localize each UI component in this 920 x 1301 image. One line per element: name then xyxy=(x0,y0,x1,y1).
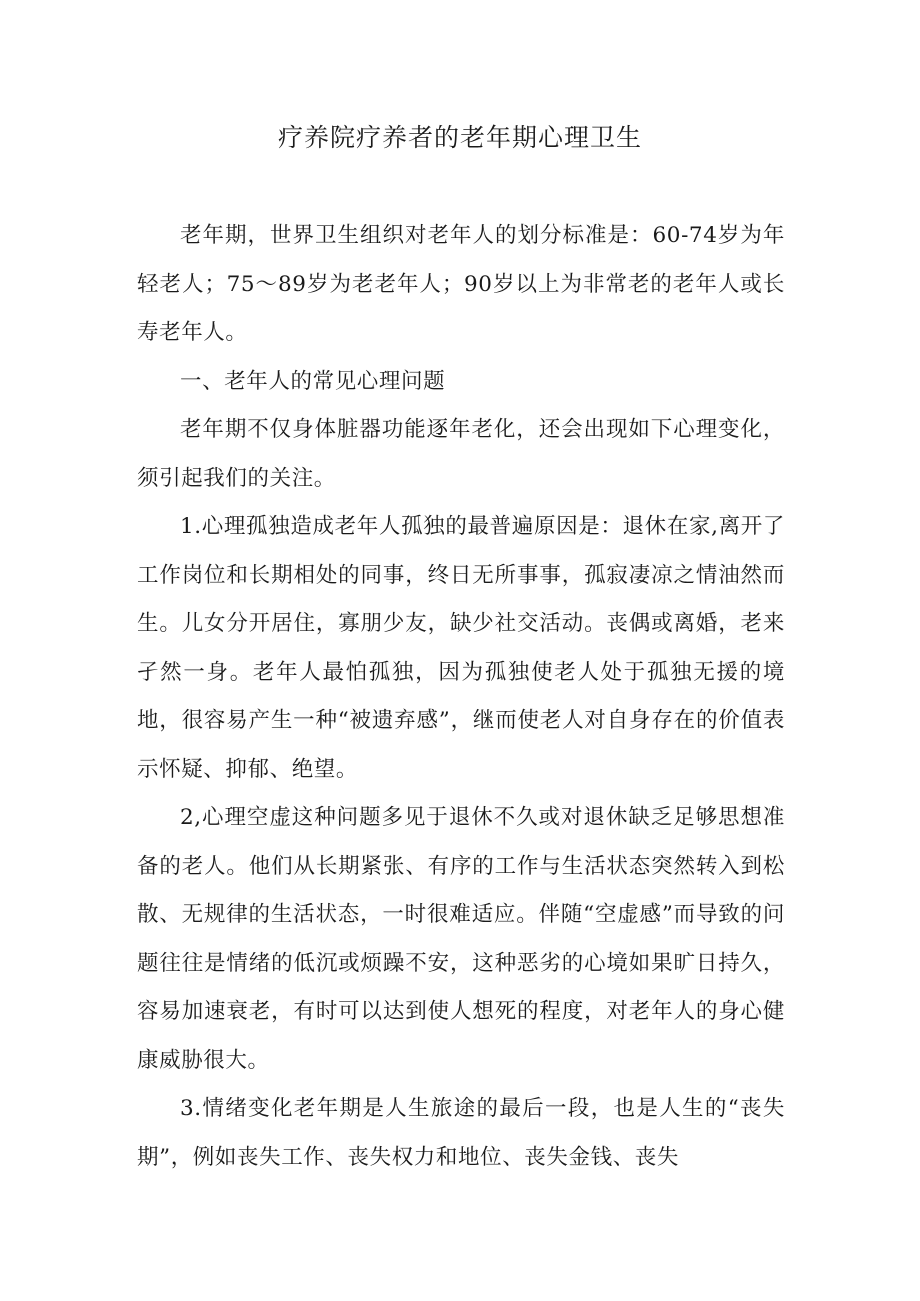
section-heading: 一、老年人的常见心理问题 xyxy=(180,368,446,394)
document-title: 疗养院疗养者的老年期心理卫生 xyxy=(277,123,642,152)
paragraph-loneliness: 1.心理孤独造成老年人孤独的最普遍原因是：退休在家,离开了工作岗位和长期相处的同事，终日无所事事，孤寂凄凉之情油然而生。儿女分开居住，寡朋少友，缺少社交活动。丧偶或离婚，老来孑然一身。老年人最怕孤独，因为孤独使老人处于孤独无援的境地，很容易产生一种“被遗弃感”，继而使老人对自身存在的价值表示怀疑、抑郁、绝望。 xyxy=(137,514,785,782)
paragraph-emotional-change: 3.情绪变化老年期是人生旅途的最后一段，也是人生的“丧失期”，例如丧失工作、丧失权力和地位、丧失金钱、丧失 xyxy=(137,1096,785,1170)
paragraph-intro: 老年期不仅身体脏器功能逐年老化，还会出现如下心理变化，须引起我们的关注。 xyxy=(137,417,785,491)
document-body xyxy=(137,212,785,1182)
paragraph-age-definition: 老年期，世界卫生组织对老年人的划分标准是：60-74岁为年轻老人；75～89岁为老老年人；90岁以上为非常老的老年人或长寿老年人。 xyxy=(137,223,785,345)
paragraph-emptiness: 2,心理空虚这种问题多见于退休不久或对退休缺乏足够思想准备的老人。他们从长期紧张、有序的工作与生活状态突然转入到松散、无规律的生活状态，一时很难适应。伴随“空虚感”而导致的问题往往是情绪的低沉或烦躁不安，这种恶劣的心境如果旷日持久，容易加速衰老，有时可以达到使人想死的程度，对老年人的身心健康威胁很大。 xyxy=(137,805,785,1073)
